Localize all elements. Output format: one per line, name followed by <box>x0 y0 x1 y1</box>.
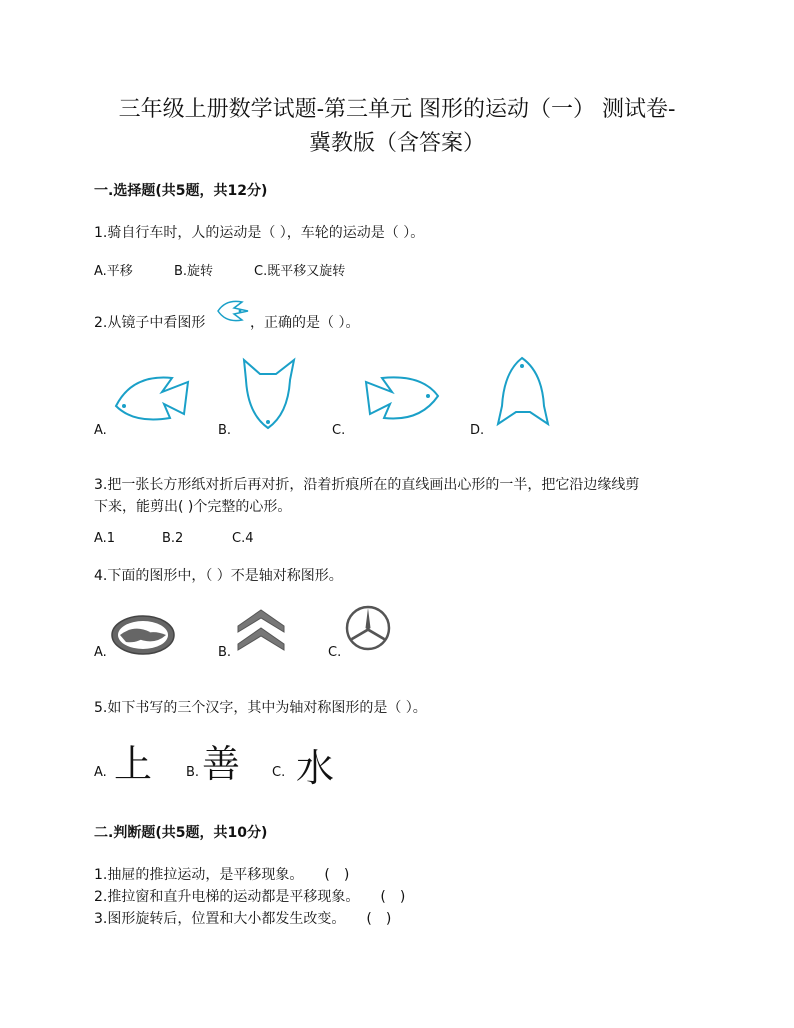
q3-text-line2: 下来，能剪出( )个完整的心形。 <box>94 499 292 515</box>
q2-option-a: A. <box>94 423 107 438</box>
q1-option-c: C.既平移又旋转 <box>254 264 346 279</box>
section1-heading: 一.选择题(共5题，共12分) <box>94 183 268 199</box>
q5-char-shan: 善 <box>202 742 241 786</box>
q2-fish-option-a-icon <box>112 370 192 424</box>
q5-text: 5.如下书写的三个汉字，其中为轴对称图形的是（ ）。 <box>94 700 427 716</box>
q3-option-c: C.4 <box>232 531 254 546</box>
judge-item-3: 3.图形旋转后，位置和大小都发生改变。 ( ) <box>94 911 392 927</box>
q1-option-a: A.平移 <box>94 264 133 279</box>
q2-text-after: ，正确的是（ ）。 <box>250 315 360 331</box>
judge-item-1: 1.抽屉的推拉运动，是平移现象。 ( ) <box>94 867 350 883</box>
q4-option-a: A. <box>94 645 107 660</box>
q1-text: 1.骑自行车时，人的运动是（ ），车轮的运动是（ ）。 <box>94 225 425 241</box>
q2-fish-option-b-icon <box>240 358 298 430</box>
q2-fish-option-d-icon <box>494 356 552 428</box>
q2-fish-original-icon <box>216 297 250 325</box>
q1-option-b: B.旋转 <box>174 264 214 279</box>
section2-heading: 二.判断题(共5题，共10分) <box>94 825 268 841</box>
q5-option-b: B. <box>186 765 200 780</box>
q3-option-a: A.1 <box>94 531 116 546</box>
q4-text: 4.下面的图形中，（ ）不是轴对称图形。 <box>94 568 343 584</box>
q5-option-c: C. <box>272 765 286 780</box>
q2-text-before: 2.从镜子中看图形 <box>94 315 206 331</box>
judge-item-2: 2.推拉窗和直升电梯的运动都是平移现象。 ( ) <box>94 889 406 905</box>
q4-logo-b-icon <box>234 606 288 654</box>
q4-option-b: B. <box>218 645 232 660</box>
q5-option-a: A. <box>94 765 107 780</box>
q4-logo-c-icon <box>344 604 392 652</box>
q3-text-line1: 3.把一张长方形纸对折后再对折，沿着折痕所在的直线画出心形的一半，把它沿边缘线剪 <box>94 477 640 493</box>
q5-char-shang: 上 <box>114 742 153 786</box>
page-title-line2: 冀教版（含答案） <box>308 131 485 156</box>
q5-char-shui: 水 <box>296 746 335 790</box>
q2-option-d: D. <box>470 423 485 438</box>
q2-option-c: C. <box>332 423 346 438</box>
q3-option-b: B.2 <box>162 531 184 546</box>
q4-logo-a-icon <box>110 614 176 656</box>
q2-fish-option-c-icon <box>362 370 442 424</box>
q2-option-b: B. <box>218 423 232 438</box>
page-title-line1: 三年级上册数学试题-第三单元 图形的运动（一） 测试卷- <box>118 97 676 122</box>
q4-option-c: C. <box>328 645 342 660</box>
